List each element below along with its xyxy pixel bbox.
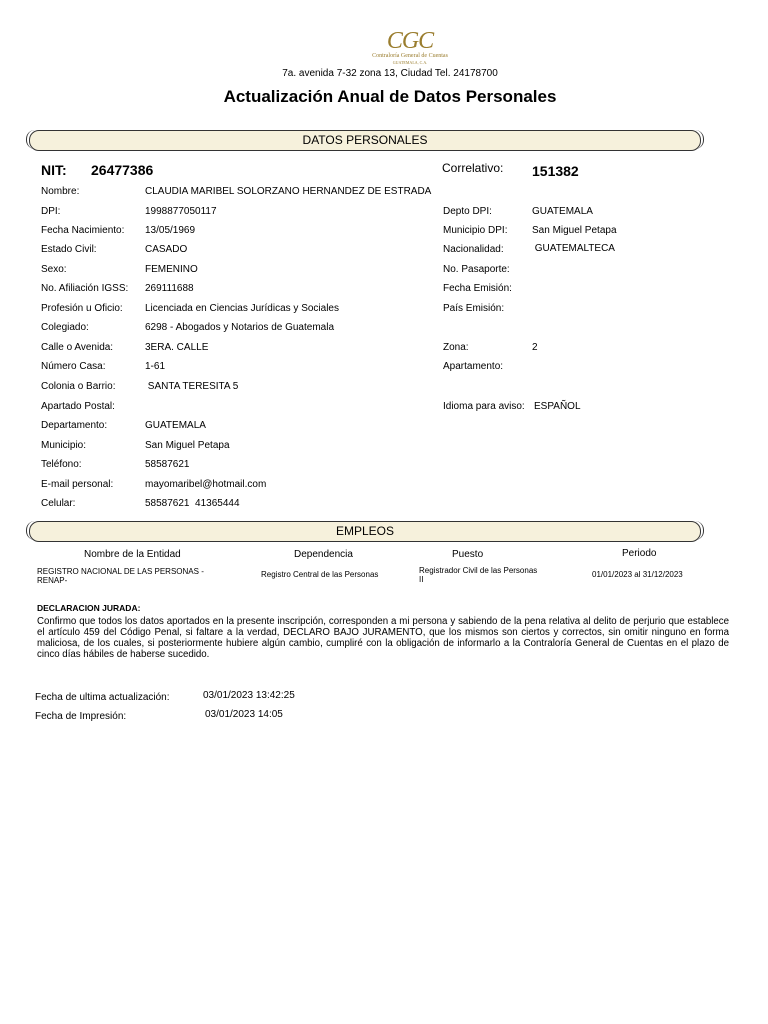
field-label: Teléfono: — [41, 459, 82, 470]
field-label: Número Casa: — [41, 361, 106, 372]
nit-label: NIT: — [41, 162, 67, 178]
logo-monogram: CGC — [386, 28, 434, 54]
address-line: 7a. avenida 7-32 zona 13, Ciudad Tel. 24178700 — [282, 68, 498, 79]
field-label: País Emisión: — [443, 303, 505, 314]
field-label: Municipio: — [41, 440, 87, 451]
field-value: Licenciada en Ciencias Jurídicas y Sociales — [145, 303, 339, 314]
logo-name: Contraloría General de Cuentas — [372, 53, 448, 59]
field-value: 2 — [532, 342, 538, 353]
logo-subtitle: GUATEMALA, C.A. — [392, 60, 428, 65]
field-value: 6298 - Abogados y Notarios de Guatemala — [145, 322, 335, 333]
field-label: Calle o Avenida: — [41, 342, 114, 353]
nit-value: 26477386 — [91, 162, 154, 178]
field-value: ESPAÑOL — [534, 401, 581, 412]
employment-entity-line1: REGISTRO NACIONAL DE LAS PERSONAS - — [37, 567, 204, 576]
correlativo-value: 151382 — [532, 163, 579, 179]
field-value: San Miguel Petapa — [145, 440, 230, 451]
field-label: No. Pasaporte: — [443, 264, 510, 275]
field-value: GUATEMALA — [145, 420, 206, 431]
employment-position-line2: II — [419, 575, 424, 584]
field-label: Nacionalidad: — [443, 244, 504, 255]
field-label: Departamento: — [41, 420, 108, 431]
field-label: DPI: — [41, 206, 61, 217]
field-label: Colonia o Barrio: — [41, 381, 116, 392]
employment-dependency: Registro Central de las Personas — [261, 570, 379, 579]
field-value: GUATEMALA — [532, 206, 593, 217]
declaration-title: DECLARACION JURADA: — [37, 603, 141, 613]
employment-period: 01/01/2023 al 31/12/2023 — [592, 570, 683, 579]
employment-position-line1: Registrador Civil de las Personas — [419, 566, 538, 575]
field-label: Estado Civil: — [41, 244, 97, 255]
field-label: Apartamento: — [443, 361, 504, 372]
update-date-value: 03/01/2023 13:42:25 — [203, 690, 295, 701]
print-date-label: Fecha de Impresión: — [35, 711, 127, 722]
field-label: Municipio DPI: — [443, 225, 508, 236]
field-value: FEMENINO — [145, 264, 198, 275]
field-label: Colegiado: — [41, 322, 89, 333]
field-label: Zona: — [443, 342, 469, 353]
field-label: Profesión u Oficio: — [41, 303, 123, 314]
column-header-period: Periodo — [622, 548, 657, 559]
field-value: 13/05/1969 — [145, 225, 196, 236]
field-label: Fecha Nacimiento: — [41, 225, 125, 236]
field-value: GUATEMALTECA — [532, 243, 615, 254]
print-date-value: 03/01/2023 14:05 — [205, 709, 283, 720]
field-value: 1-61 — [145, 361, 166, 372]
employment-entity-line2: RENAP- — [37, 576, 68, 585]
field-value: mayomaribel@hotmail.com — [145, 479, 267, 490]
field-value: CLAUDIA MARIBEL SOLORZANO HERNANDEZ DE ESTRADA — [145, 186, 432, 197]
page-title: Actualización Anual de Datos Personales — [223, 87, 557, 106]
declaration-text: Confirmo que todos los datos aportados en la presente inscripción, corresponden a mi persona y sabiendo de la pena relativa al delito de perjurio que establece el artículo 459 del Código Penal, si faltare a la verdad, DECLARO BAJO JURAMENTO, que los mismos son ciertos y correctos, sin omitir ninguno en forma maliciosa, de los cuales, si posteriormente hubiere algún cambio, cumpliré con la obligación de informarlo a la Contraloría General de Cuentas en el plazo de cinco días hábiles de haberse sucedido. — [37, 616, 729, 660]
field-label: Celular: — [41, 498, 76, 509]
column-header-entity: Nombre de la Entidad — [84, 549, 181, 560]
correlativo-label: Correlativo: — [442, 161, 504, 175]
field-value: SANTA TERESITA 5 — [145, 381, 239, 392]
field-value: 1998877050117 — [145, 206, 217, 217]
field-label: E-mail personal: — [41, 479, 114, 490]
column-header-dependency: Dependencia — [294, 549, 353, 560]
update-date-label: Fecha de ultima actualización: — [35, 692, 170, 703]
field-value: 3ERA. CALLE — [145, 342, 209, 353]
section-title-personal: DATOS PERSONALES — [302, 133, 428, 147]
column-header-position: Puesto — [452, 549, 484, 560]
field-label: Fecha Emisión: — [443, 283, 512, 294]
section-bar-employment — [29, 521, 701, 542]
field-label: Apartado Postal: — [41, 401, 115, 412]
field-value: San Miguel Petapa — [532, 225, 617, 236]
field-label: No. Afiliación IGSS: — [41, 283, 129, 294]
field-label: Nombre: — [41, 186, 80, 197]
field-label: Depto DPI: — [443, 206, 492, 217]
field-value: 58587621 41365444 — [145, 498, 240, 509]
field-value: 269111688 — [145, 283, 194, 294]
field-value: CASADO — [145, 244, 188, 255]
section-bar-personal — [29, 130, 701, 151]
field-value: 58587621 — [145, 459, 190, 470]
section-title-employment: EMPLEOS — [335, 524, 395, 538]
field-label: Sexo: — [41, 264, 67, 275]
field-label: Idioma para aviso: — [443, 401, 525, 412]
cgc-logo — [365, 28, 455, 66]
